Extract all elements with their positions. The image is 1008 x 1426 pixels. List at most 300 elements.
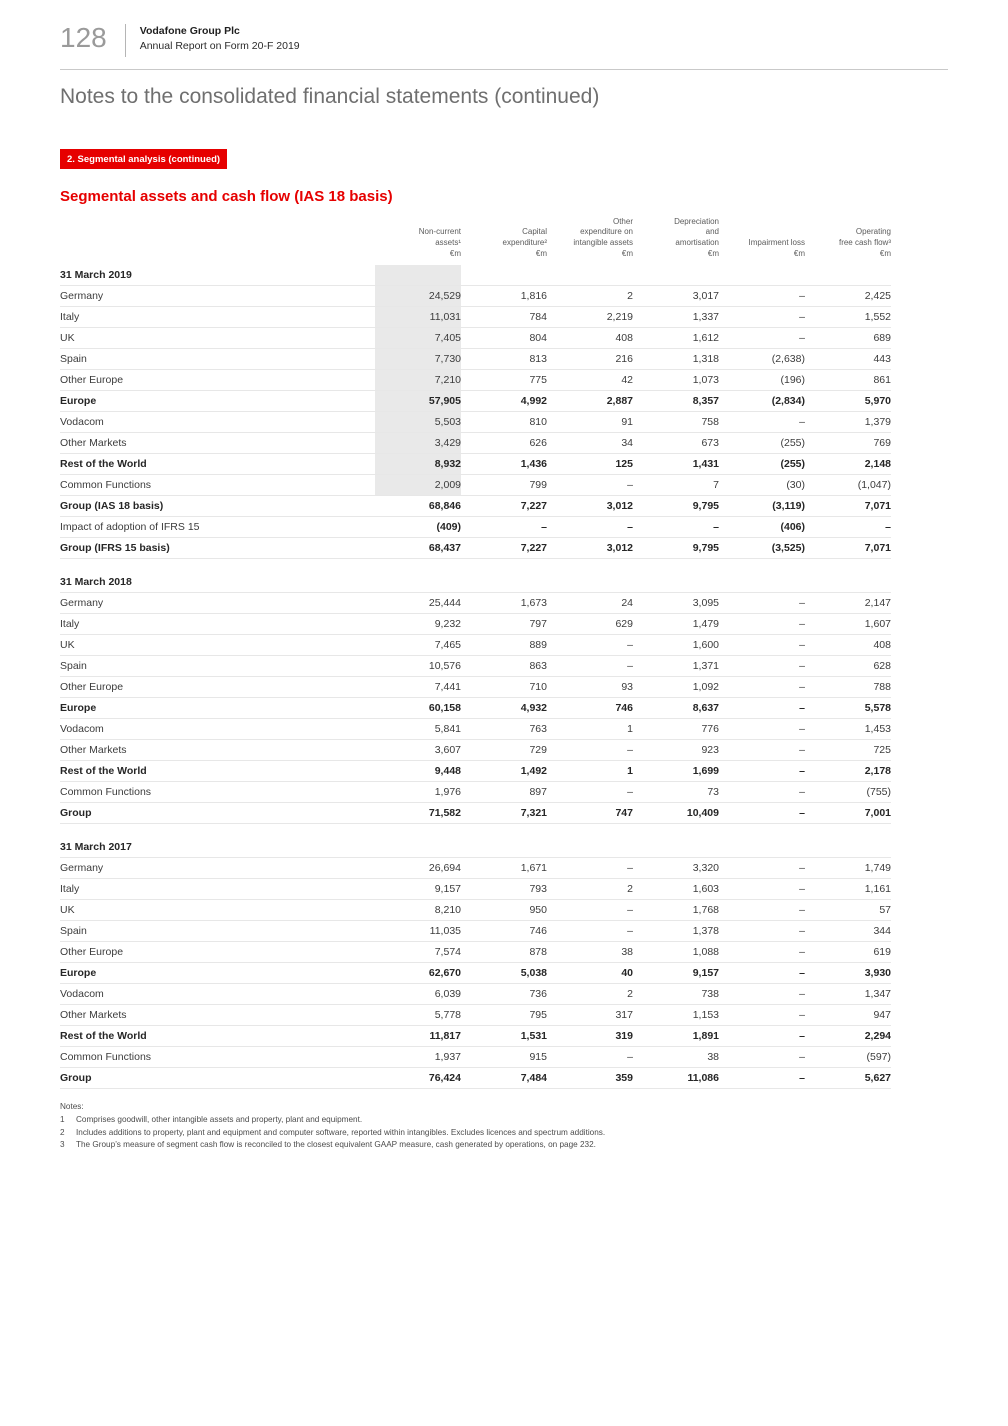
cell-value: – xyxy=(719,740,805,761)
cell-value: 2,219 xyxy=(547,307,633,328)
header-empty-cell xyxy=(60,217,375,265)
empty-cell xyxy=(547,572,633,593)
cell-value: 7,405 xyxy=(375,328,461,349)
cell-value: 3,607 xyxy=(375,740,461,761)
table-row xyxy=(60,370,891,391)
column-header: Operating free cash flow³ €m xyxy=(838,227,891,259)
cell-value: (409) xyxy=(375,517,461,538)
row-label: Italy xyxy=(60,879,375,900)
cell-value: 861 xyxy=(805,370,891,391)
cell-value: – xyxy=(719,942,805,963)
note-text: The Group’s measure of segment cash flow is reconciled to the closest equivalent GAAP measure, cash generated by operations, on page 232. xyxy=(76,1140,596,1150)
cell-value: 1,431 xyxy=(633,454,719,475)
cell-value: 6,039 xyxy=(375,984,461,1005)
section-title-row xyxy=(60,572,891,593)
cell-value: (3,119) xyxy=(719,496,805,517)
cell-value: (406) xyxy=(719,517,805,538)
cell-value: 1,092 xyxy=(633,677,719,698)
cell-value: 9,795 xyxy=(633,538,719,559)
cell-value: 793 xyxy=(461,879,547,900)
row-label: Rest of the World xyxy=(60,1026,375,1047)
row-label: Other Markets xyxy=(60,433,375,454)
cell-value: – xyxy=(719,1068,805,1089)
cell-value: – xyxy=(719,328,805,349)
table-row xyxy=(60,517,891,538)
table-header-row xyxy=(60,217,891,265)
cell-value: 795 xyxy=(461,1005,547,1026)
cell-value: 42 xyxy=(547,370,633,391)
cell-value: 729 xyxy=(461,740,547,761)
cell-value: 1,371 xyxy=(633,656,719,677)
empty-cell xyxy=(461,265,547,286)
table-row xyxy=(60,433,891,454)
cell-value: 1,976 xyxy=(375,782,461,803)
cell-value: 1,671 xyxy=(461,858,547,879)
cell-value: 9,157 xyxy=(633,963,719,984)
empty-cell xyxy=(719,837,805,858)
column-header: Capital expenditure² €m xyxy=(502,227,547,259)
table-row xyxy=(60,593,891,614)
column-header: Non-current assets¹ €m xyxy=(418,227,461,259)
cell-value: 5,778 xyxy=(375,1005,461,1026)
row-label: Germany xyxy=(60,858,375,879)
cell-value: 60,158 xyxy=(375,698,461,719)
cell-value: 5,038 xyxy=(461,963,547,984)
table-row xyxy=(60,677,891,698)
section-title-row xyxy=(60,837,891,858)
table-row xyxy=(60,496,891,517)
cell-value: 125 xyxy=(547,454,633,475)
row-label: Rest of the World xyxy=(60,761,375,782)
cell-value: 9,448 xyxy=(375,761,461,782)
cell-value: 1,891 xyxy=(633,1026,719,1047)
section-title: 31 March 2019 xyxy=(60,265,375,286)
cell-value: 3,930 xyxy=(805,963,891,984)
row-label: Spain xyxy=(60,349,375,370)
table-row xyxy=(60,614,891,635)
cell-value: 813 xyxy=(461,349,547,370)
cell-value: (1,047) xyxy=(805,475,891,496)
cell-value: 1,531 xyxy=(461,1026,547,1047)
cell-value: – xyxy=(547,1047,633,1068)
cell-value: 7,574 xyxy=(375,942,461,963)
cell-value: 2,425 xyxy=(805,286,891,307)
row-label: Group xyxy=(60,803,375,824)
table-row xyxy=(60,656,891,677)
empty-cell xyxy=(719,572,805,593)
cell-value: 1,347 xyxy=(805,984,891,1005)
cell-value: 1 xyxy=(547,719,633,740)
cell-value: 626 xyxy=(461,433,547,454)
table-row xyxy=(60,963,891,984)
cell-value: 7,071 xyxy=(805,538,891,559)
cell-value: – xyxy=(719,984,805,1005)
cell-value: 2,294 xyxy=(805,1026,891,1047)
empty-cell xyxy=(805,572,891,593)
cell-value: 5,578 xyxy=(805,698,891,719)
table-row xyxy=(60,1005,891,1026)
column-header: Depreciation and amortisation €m xyxy=(674,217,719,259)
cell-value: – xyxy=(719,307,805,328)
row-label: Europe xyxy=(60,391,375,412)
cell-value: 804 xyxy=(461,328,547,349)
cell-value: 3,017 xyxy=(633,286,719,307)
cell-value: 8,932 xyxy=(375,454,461,475)
row-label: Other Markets xyxy=(60,740,375,761)
cell-value: 8,637 xyxy=(633,698,719,719)
cell-value: 776 xyxy=(633,719,719,740)
cell-value: 8,357 xyxy=(633,391,719,412)
cell-value: 1,816 xyxy=(461,286,547,307)
cell-value: 24 xyxy=(547,593,633,614)
empty-cell xyxy=(633,572,719,593)
cell-value: 1,073 xyxy=(633,370,719,391)
row-label: Other Europe xyxy=(60,370,375,391)
cell-value: 344 xyxy=(805,921,891,942)
cell-value: – xyxy=(719,1005,805,1026)
cell-value: (30) xyxy=(719,475,805,496)
row-label: Vodacom xyxy=(60,719,375,740)
section-spacer xyxy=(60,824,891,837)
cell-value: 2 xyxy=(547,984,633,1005)
cell-value: – xyxy=(719,614,805,635)
cell-value: – xyxy=(719,698,805,719)
section-badge: 2. Segmental analysis (continued) xyxy=(60,149,227,169)
cell-value: – xyxy=(547,782,633,803)
table-row xyxy=(60,803,891,824)
cell-value: 1,161 xyxy=(805,879,891,900)
table-row xyxy=(60,307,891,328)
cell-value: 68,846 xyxy=(375,496,461,517)
masthead-divider xyxy=(125,24,126,57)
cell-value: 11,031 xyxy=(375,307,461,328)
cell-value: 619 xyxy=(805,942,891,963)
row-label: Other Europe xyxy=(60,942,375,963)
cell-value: 2,148 xyxy=(805,454,891,475)
empty-cell xyxy=(805,265,891,286)
cell-value: 3,012 xyxy=(547,538,633,559)
cell-value: – xyxy=(719,782,805,803)
row-label: Rest of the World xyxy=(60,454,375,475)
cell-value: 4,992 xyxy=(461,391,547,412)
cell-value: 24,529 xyxy=(375,286,461,307)
cell-value: 7,484 xyxy=(461,1068,547,1089)
cell-value: 1,600 xyxy=(633,635,719,656)
section-title: 31 March 2017 xyxy=(60,837,375,858)
cell-value: 736 xyxy=(461,984,547,1005)
cell-value: 9,157 xyxy=(375,879,461,900)
cell-value: 26,694 xyxy=(375,858,461,879)
row-label: Spain xyxy=(60,656,375,677)
row-label: Italy xyxy=(60,307,375,328)
cell-value: 1,318 xyxy=(633,349,719,370)
section-heading: Segmental assets and cash flow (IAS 18 basis) xyxy=(60,188,393,205)
cell-value: – xyxy=(547,858,633,879)
empty-cell xyxy=(719,265,805,286)
cell-value: 897 xyxy=(461,782,547,803)
cell-value: 923 xyxy=(633,740,719,761)
cell-value: 747 xyxy=(547,803,633,824)
cell-value: 7,441 xyxy=(375,677,461,698)
row-label: Group (IAS 18 basis) xyxy=(60,496,375,517)
cell-value: – xyxy=(547,517,633,538)
table-row xyxy=(60,761,891,782)
cell-value: 7,227 xyxy=(461,538,547,559)
cell-value: – xyxy=(547,475,633,496)
cell-value: – xyxy=(719,963,805,984)
cell-value: 7,227 xyxy=(461,496,547,517)
table-row xyxy=(60,1047,891,1068)
cell-value: 2,887 xyxy=(547,391,633,412)
row-label: Other Markets xyxy=(60,1005,375,1026)
page-number: 128 xyxy=(60,22,107,53)
empty-cell xyxy=(547,837,633,858)
cell-value: 689 xyxy=(805,328,891,349)
cell-value: 863 xyxy=(461,656,547,677)
cell-value: – xyxy=(461,517,547,538)
cell-value: 629 xyxy=(547,614,633,635)
note-number: 2 xyxy=(60,1127,65,1137)
cell-value: 11,035 xyxy=(375,921,461,942)
cell-value: 73 xyxy=(633,782,719,803)
cell-value: 1,479 xyxy=(633,614,719,635)
cell-value: 1,153 xyxy=(633,1005,719,1026)
row-label: UK xyxy=(60,635,375,656)
cell-value: 1,337 xyxy=(633,307,719,328)
cell-value: 359 xyxy=(547,1068,633,1089)
note-number: 1 xyxy=(60,1115,65,1125)
table-row xyxy=(60,412,891,433)
cell-value: 443 xyxy=(805,349,891,370)
cell-value: – xyxy=(719,761,805,782)
table-row xyxy=(60,921,891,942)
cell-value: 758 xyxy=(633,412,719,433)
report-name: Annual Report on Form 20-F 2019 xyxy=(139,40,300,52)
empty-cell xyxy=(805,837,891,858)
cell-value: 5,627 xyxy=(805,1068,891,1089)
cell-value: 915 xyxy=(461,1047,547,1068)
cell-value: 1,937 xyxy=(375,1047,461,1068)
cell-value: 317 xyxy=(547,1005,633,1026)
cell-value: 3,012 xyxy=(547,496,633,517)
page-title: Notes to the consolidated financial statements (continued) xyxy=(60,85,600,108)
cell-value: 68,437 xyxy=(375,538,461,559)
cell-value: – xyxy=(719,719,805,740)
top-rule xyxy=(60,69,948,70)
empty-cell xyxy=(633,265,719,286)
company-name: Vodafone Group Plc xyxy=(139,25,240,37)
cell-value: – xyxy=(547,740,633,761)
row-label: Vodacom xyxy=(60,984,375,1005)
cell-value: 1,492 xyxy=(461,761,547,782)
note-item xyxy=(60,1139,891,1152)
table-row xyxy=(60,942,891,963)
table-row xyxy=(60,782,891,803)
cell-value: 628 xyxy=(805,656,891,677)
cell-value: – xyxy=(719,635,805,656)
cell-value: – xyxy=(719,879,805,900)
row-label: Impact of adoption of IFRS 15 xyxy=(60,517,375,538)
row-label: Europe xyxy=(60,963,375,984)
cell-value: 7,730 xyxy=(375,349,461,370)
cell-value: – xyxy=(719,677,805,698)
cell-value: 319 xyxy=(547,1026,633,1047)
table-row xyxy=(60,328,891,349)
cell-value: 11,817 xyxy=(375,1026,461,1047)
cell-value: 3,429 xyxy=(375,433,461,454)
notes-section xyxy=(60,1102,891,1152)
table-row xyxy=(60,286,891,307)
cell-value: 1,552 xyxy=(805,307,891,328)
cell-value: 1,603 xyxy=(633,879,719,900)
cell-value: 5,841 xyxy=(375,719,461,740)
note-text: Includes additions to property, plant and equipment and computer software, reported within intangibles. Excludes licences and spectrum additions. xyxy=(76,1127,606,1137)
empty-cell xyxy=(375,265,461,286)
table-row xyxy=(60,349,891,370)
cell-value: 76,424 xyxy=(375,1068,461,1089)
cell-value: (255) xyxy=(719,433,805,454)
cell-value: 1 xyxy=(547,761,633,782)
cell-value: 1,607 xyxy=(805,614,891,635)
cell-value: (2,638) xyxy=(719,349,805,370)
cell-value: 810 xyxy=(461,412,547,433)
cell-value: 878 xyxy=(461,942,547,963)
cell-value: 25,444 xyxy=(375,593,461,614)
cell-value: 4,932 xyxy=(461,698,547,719)
note-text: Comprises goodwill, other intangible assets and property, plant and equipment. xyxy=(76,1115,363,1125)
cell-value: 408 xyxy=(547,328,633,349)
cell-value: – xyxy=(719,1026,805,1047)
row-label: Spain xyxy=(60,921,375,942)
cell-value: 1,453 xyxy=(805,719,891,740)
cell-value: 7,210 xyxy=(375,370,461,391)
row-label: Italy xyxy=(60,614,375,635)
cell-value: – xyxy=(719,858,805,879)
table-row xyxy=(60,879,891,900)
cell-value: – xyxy=(547,921,633,942)
cell-value: 947 xyxy=(805,1005,891,1026)
cell-value: 763 xyxy=(461,719,547,740)
cell-value: – xyxy=(633,517,719,538)
cell-value: 1,673 xyxy=(461,593,547,614)
note-number: 3 xyxy=(60,1140,65,1150)
cell-value: (3,525) xyxy=(719,538,805,559)
cell-value: 2 xyxy=(547,879,633,900)
empty-cell xyxy=(461,837,547,858)
row-label: UK xyxy=(60,328,375,349)
cell-value: (2,834) xyxy=(719,391,805,412)
column-header: Impairment loss €m xyxy=(748,237,805,259)
row-label: Group xyxy=(60,1068,375,1089)
cell-value: 950 xyxy=(461,900,547,921)
cell-value: 1,749 xyxy=(805,858,891,879)
cell-value: 10,576 xyxy=(375,656,461,677)
cell-value: 1,088 xyxy=(633,942,719,963)
cell-value: – xyxy=(719,656,805,677)
cell-value: 799 xyxy=(461,475,547,496)
cell-value: 34 xyxy=(547,433,633,454)
cell-value: 11,086 xyxy=(633,1068,719,1089)
empty-cell xyxy=(375,837,461,858)
cell-value: (196) xyxy=(719,370,805,391)
cell-value: 2,178 xyxy=(805,761,891,782)
cell-value: 7,465 xyxy=(375,635,461,656)
cell-value: 7,321 xyxy=(461,803,547,824)
cell-value: 93 xyxy=(547,677,633,698)
cell-value: 1,612 xyxy=(633,328,719,349)
table-row xyxy=(60,635,891,656)
table-row xyxy=(60,900,891,921)
company-block xyxy=(140,24,300,52)
cell-value: (255) xyxy=(719,454,805,475)
cell-value: 7,001 xyxy=(805,803,891,824)
cell-value: – xyxy=(547,635,633,656)
note-item xyxy=(60,1127,891,1140)
cell-value: – xyxy=(719,593,805,614)
cell-value: 746 xyxy=(547,698,633,719)
cell-value: 7,071 xyxy=(805,496,891,517)
section-title-row xyxy=(60,265,891,286)
cell-value: 673 xyxy=(633,433,719,454)
section-spacer xyxy=(60,559,891,572)
note-item xyxy=(60,1114,891,1127)
cell-value: – xyxy=(719,1047,805,1068)
row-label: Common Functions xyxy=(60,782,375,803)
row-label: Germany xyxy=(60,593,375,614)
cell-value: 769 xyxy=(805,433,891,454)
cell-value: 710 xyxy=(461,677,547,698)
column-header: Other expenditure on intangible assets €m xyxy=(573,217,633,259)
cell-value: 3,320 xyxy=(633,858,719,879)
table-row xyxy=(60,391,891,412)
cell-value: 788 xyxy=(805,677,891,698)
cell-value: 1,378 xyxy=(633,921,719,942)
row-label: Vodacom xyxy=(60,412,375,433)
cell-value: 3,095 xyxy=(633,593,719,614)
cell-value: 1,699 xyxy=(633,761,719,782)
row-label: Germany xyxy=(60,286,375,307)
cell-value: 71,582 xyxy=(375,803,461,824)
table-row xyxy=(60,1068,891,1089)
empty-cell xyxy=(633,837,719,858)
cell-value: 775 xyxy=(461,370,547,391)
cell-value: (597) xyxy=(805,1047,891,1068)
cell-value: 57 xyxy=(805,900,891,921)
segmental-table xyxy=(60,217,891,1089)
table-row xyxy=(60,740,891,761)
cell-value: 797 xyxy=(461,614,547,635)
table-row xyxy=(60,475,891,496)
cell-value: – xyxy=(719,803,805,824)
cell-value: 738 xyxy=(633,984,719,1005)
cell-value: 40 xyxy=(547,963,633,984)
cell-value: 1,379 xyxy=(805,412,891,433)
cell-value: 784 xyxy=(461,307,547,328)
empty-cell xyxy=(547,265,633,286)
cell-value: 9,232 xyxy=(375,614,461,635)
cell-value: – xyxy=(719,286,805,307)
cell-value: – xyxy=(719,921,805,942)
cell-value: 2,147 xyxy=(805,593,891,614)
row-label: Group (IFRS 15 basis) xyxy=(60,538,375,559)
cell-value: 62,670 xyxy=(375,963,461,984)
cell-value: (755) xyxy=(805,782,891,803)
cell-value: 8,210 xyxy=(375,900,461,921)
table-row xyxy=(60,538,891,559)
cell-value: 10,409 xyxy=(633,803,719,824)
table-row xyxy=(60,454,891,475)
empty-cell xyxy=(375,572,461,593)
